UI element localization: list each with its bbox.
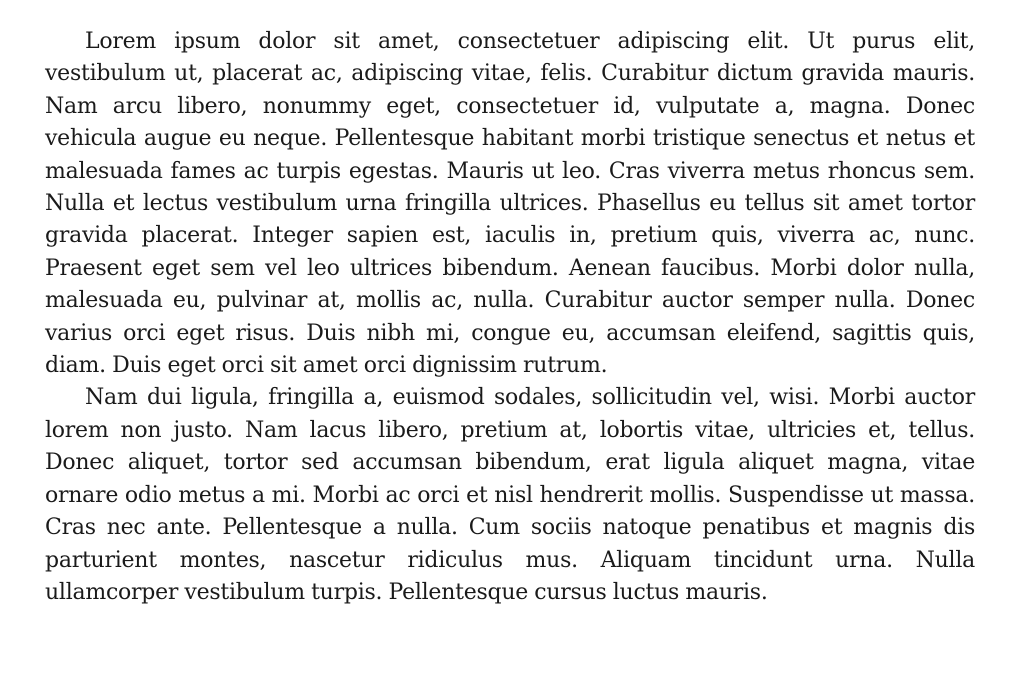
paragraph-1: Lorem ipsum dolor sit amet, consectetuer adipiscing elit. Ut purus elit, vestibulum ut, placerat ac, adipiscing vitae, felis. Curabitur dictum gravida mauris. Nam arcu libero, nonummy eget, consectetuer id, vulputate a, magna. Donec vehicula augue eu neque. Pellentesque habitant morbi tristique senectus et netus et malesuada fames ac turpis egestas. Mauris ut leo. Cras viverra metus rhoncus sem. Nulla et lectus vestibulum urna fringilla ultrices. Phasellus eu tellus sit amet tortor gravida placerat. Integer sapien est, iaculis in, pretium quis, viverra ac, nunc. Praesent eget sem vel leo ultrices bibendum. Aenean faucibus. Morbi dolor nulla, malesuada eu, pulvinar at, mollis ac, nulla. Curabitur auctor semper nulla. Donec varius orci eget risus. Duis nibh mi, congue eu, accumsan eleifend, sagittis quis, diam. Duis eget orci sit amet orci dignissim rutrum.	[45, 29, 975, 379]
paragraph-2: Nam dui ligula, fringilla a, euismod sodales, sollicitudin vel, wisi. Morbi auctor lorem non justo. Nam lacus libero, pretium at, lobortis vitae, ultricies et, tellus. Donec aliquet, tortor sed accumsan bibendum, erat ligula aliquet magna, vitae ornare odio metus a mi. Morbi ac orci et nisl hendrerit mollis. Suspendisse ut massa. Cras nec ante. Pellentesque a nulla. Cum sociis natoque penatibus et magnis dis parturient montes, nascetur ridiculus mus. Aliquam tincidunt urna. Nulla ullamcorper vestibulum turpis. Pellentesque cursus luctus mauris.	[45, 385, 975, 605]
